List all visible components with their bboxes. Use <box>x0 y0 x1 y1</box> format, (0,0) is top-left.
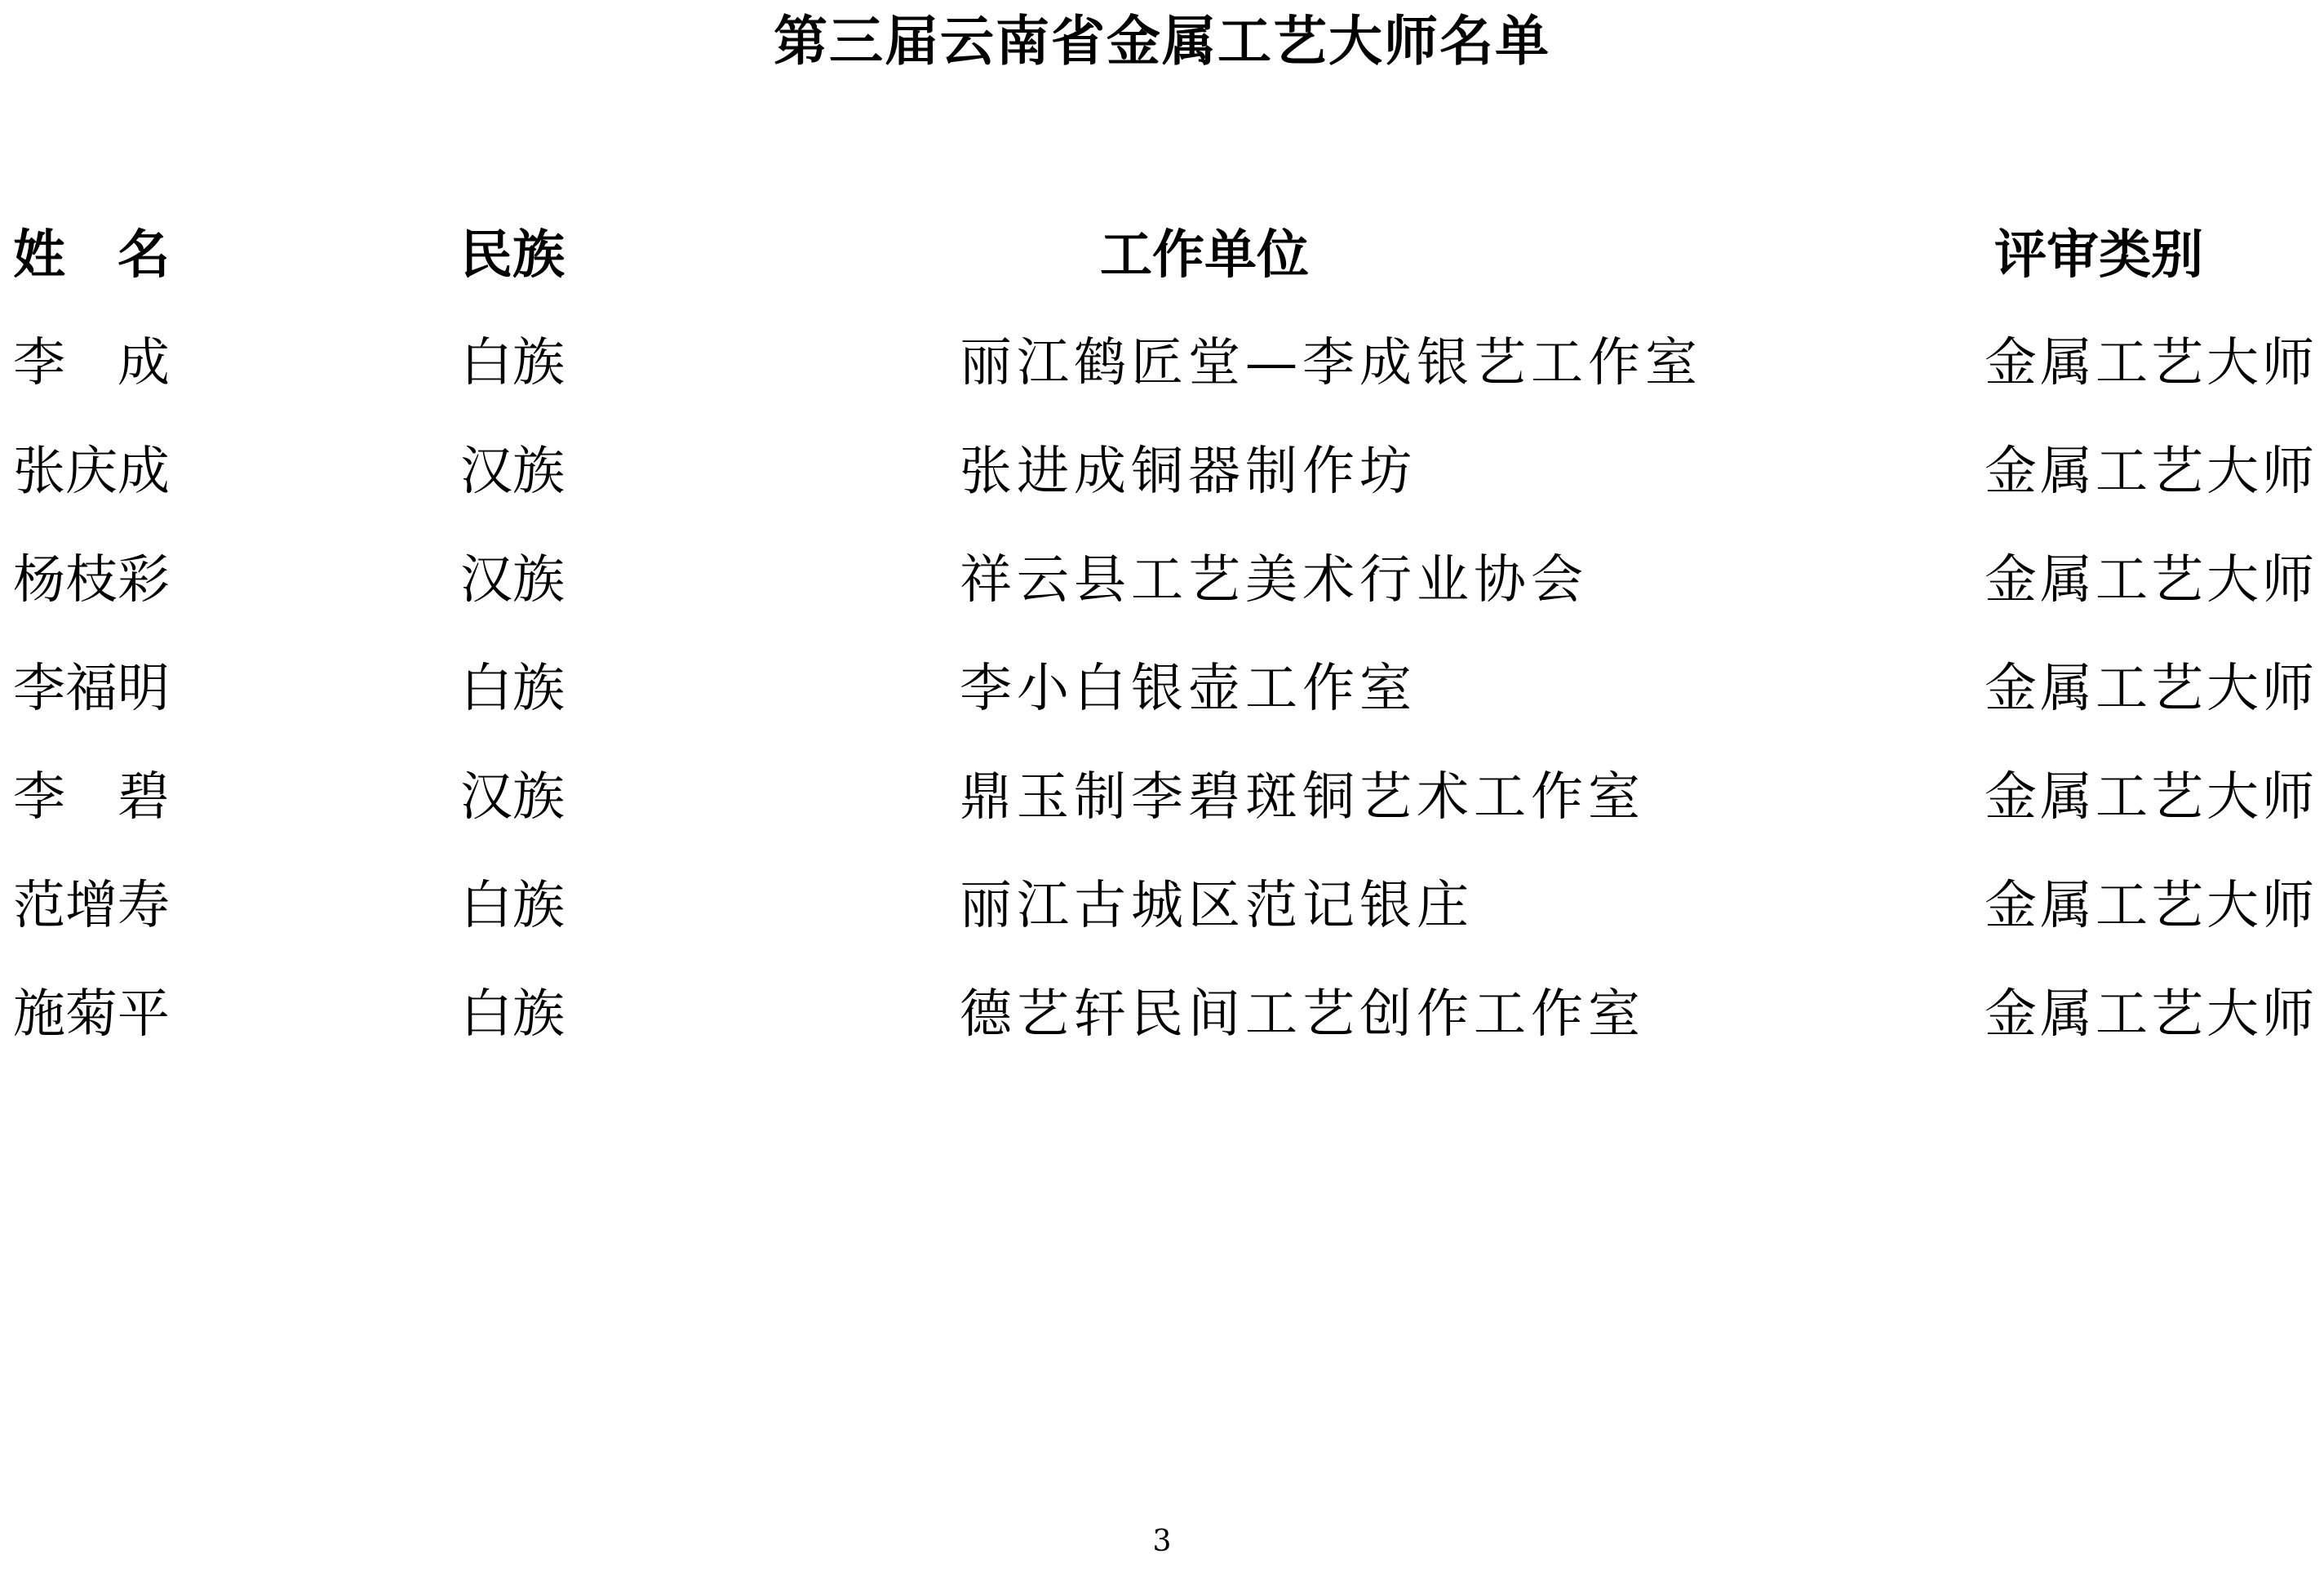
cell-category: 金属工艺大师 <box>1985 659 2317 719</box>
cell-ethnicity: 白族 <box>460 333 565 393</box>
cell-name: 李 碧 <box>13 767 170 828</box>
table-row <box>0 852 2324 961</box>
cell-work-unit: 祥云县工艺美术行业协会 <box>960 550 1588 611</box>
cell-category: 金属工艺大师 <box>1985 442 2317 502</box>
cell-ethnicity: 汉族 <box>460 550 565 611</box>
table-row <box>0 418 2324 526</box>
header-category: 评审类别 <box>1994 224 2203 286</box>
document-title: 第三届云南省金属工艺大师名单 <box>774 9 1550 73</box>
table-row <box>0 526 2324 635</box>
cell-name: 施菊平 <box>13 984 170 1045</box>
cell-work-unit: 李小白银壶工作室 <box>960 659 1417 719</box>
cell-work-unit: 德艺轩民间工艺创作工作室 <box>960 984 1645 1045</box>
cell-name: 李福明 <box>13 659 170 719</box>
cell-ethnicity: 汉族 <box>460 767 565 828</box>
table-row <box>0 744 2324 852</box>
table-header-row <box>0 201 2324 309</box>
cell-work-unit: 张进成铜器制作坊 <box>960 442 1417 502</box>
cell-category: 金属工艺大师 <box>1985 550 2317 611</box>
cell-name: 张庆成 <box>13 442 170 502</box>
cell-ethnicity: 白族 <box>460 876 565 936</box>
header-work-unit: 工作单位 <box>1100 224 1309 286</box>
cell-ethnicity: 汉族 <box>460 442 565 502</box>
cell-category: 金属工艺大师 <box>1985 333 2317 393</box>
cell-work-unit: 丽江古城区范记银庄 <box>960 876 1474 936</box>
table-row <box>0 961 2324 1069</box>
cell-category: 金属工艺大师 <box>1985 767 2317 828</box>
cell-name: 范增寿 <box>13 876 170 936</box>
table-row <box>0 309 2324 418</box>
header-name: 姓 名 <box>13 224 170 286</box>
cell-ethnicity: 白族 <box>460 659 565 719</box>
page-number: 3 <box>1152 1525 1172 1558</box>
header-ethnicity: 民族 <box>460 224 565 286</box>
table-row <box>0 635 2324 744</box>
cell-work-unit: 鼎玉制李碧斑铜艺术工作室 <box>960 767 1645 828</box>
cell-name: 杨枝彩 <box>13 550 170 611</box>
cell-name: 李 成 <box>13 333 170 393</box>
cell-category: 金属工艺大师 <box>1985 984 2317 1045</box>
cell-work-unit: 丽江鹤匠堂—李成银艺工作室 <box>960 333 1702 393</box>
cell-category: 金属工艺大师 <box>1985 876 2317 936</box>
cell-ethnicity: 白族 <box>460 984 565 1045</box>
